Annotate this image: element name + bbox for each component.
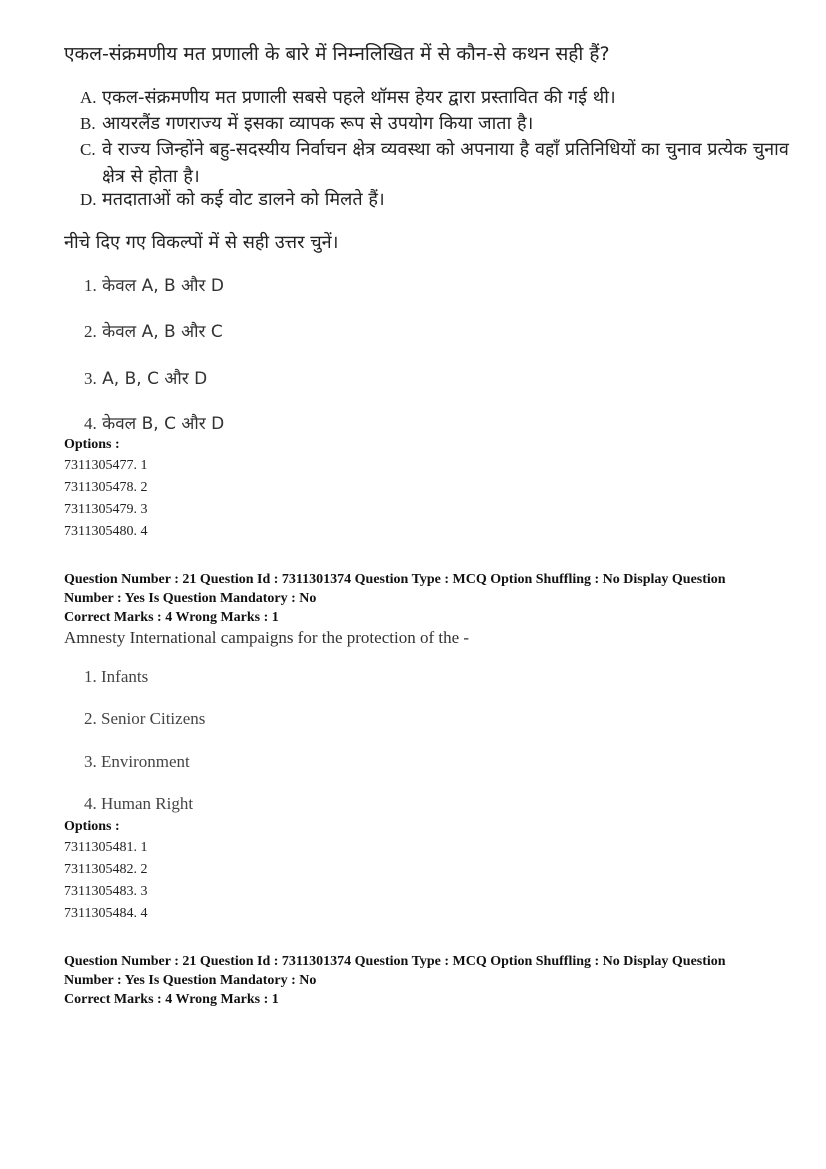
statement-label: B. [80, 114, 96, 133]
marks-line: Correct Marks : 4 Wrong Marks : 1 [64, 992, 279, 1007]
statement-d [80, 186, 790, 213]
statement-text: एकल-संक्रमणीय मत प्रणाली सबसे पहले थॉमस हेयर द्वारा प्रस्तावित की गई थी। [102, 87, 616, 108]
choice-item: 2. Senior Citizens [84, 709, 206, 728]
question-meta [64, 952, 784, 1009]
option-id: 7311305481. 1 [64, 840, 148, 855]
option-id: 7311305480. 4 [64, 524, 148, 539]
question-meta [64, 570, 784, 627]
choice-number: 3. [84, 369, 97, 388]
question-text: एकल-संक्रमणीय मत प्रणाली के बारे में निम्नलिखित में से कौन-से कथन सही हैं? [64, 43, 610, 65]
choice-text: A, B, C और D [102, 369, 208, 389]
marks-line: Correct Marks : 4 Wrong Marks : 1 [64, 610, 279, 625]
choice-item [84, 366, 207, 389]
meta-line: Question Number : 21 Question Id : 7311301374 Question Type : MCQ Option Shuffling : No Display Question [64, 572, 726, 587]
statement-label: D. [80, 190, 97, 209]
choice-item [84, 411, 224, 434]
statement-text: मतदाताओं को कई वोट डालने को मिलते हैं। [102, 189, 385, 210]
options-label: Options : [64, 437, 120, 452]
options-label: Options : [64, 819, 120, 834]
choice-item [84, 273, 224, 296]
choice-number: 1. [84, 276, 97, 295]
choice-number: 2. [84, 322, 97, 341]
statement-label: A. [80, 88, 97, 107]
choice-text: केवल A, B और D [102, 276, 224, 296]
choice-item: 3. Environment [84, 752, 190, 771]
option-id: 7311305478. 2 [64, 480, 148, 495]
option-id: 7311305482. 2 [64, 862, 148, 877]
choice-item [84, 319, 223, 342]
meta-line: Question Number : 21 Question Id : 7311301374 Question Type : MCQ Option Shuffling : No Display Question [64, 954, 726, 969]
choice-text: केवल A, B और C [102, 322, 223, 342]
choice-item: 1. Infants [84, 667, 149, 686]
choice-number: 4. [84, 414, 97, 433]
option-id: 7311305479. 3 [64, 502, 148, 517]
choice-item: 4. Human Right [84, 794, 194, 813]
instruction-text: नीचे दिए गए विकल्पों में से सही उत्तर चुनें। [64, 232, 339, 253]
option-id: 7311305477. 1 [64, 458, 148, 473]
option-id: 7311305483. 3 [64, 884, 148, 899]
statement-b [80, 110, 790, 137]
statement-a [80, 84, 790, 111]
option-id: 7311305484. 4 [64, 906, 148, 921]
statement-c [80, 136, 812, 190]
statement-text: आयरलैंड गणराज्य में इसका व्यापक रूप से उपयोग किया जाता है। [102, 113, 534, 134]
statement-label: C. [80, 140, 96, 159]
question-text: Amnesty International campaigns for the protection of the - [64, 628, 470, 647]
meta-line: Number : Yes Is Question Mandatory : No [64, 973, 317, 988]
choice-text: केवल B, C और D [102, 414, 225, 434]
statement-text: वे राज्य जिन्होंने बहु-सदस्यीय निर्वाचन क्षेत्र व्यवस्था को अपनाया है वहाँ प्रतिनिधियों का चुनाव प्रत्येक चुनाव क्षेत्र से होता है। [102, 139, 789, 187]
meta-line: Number : Yes Is Question Mandatory : No [64, 591, 317, 606]
